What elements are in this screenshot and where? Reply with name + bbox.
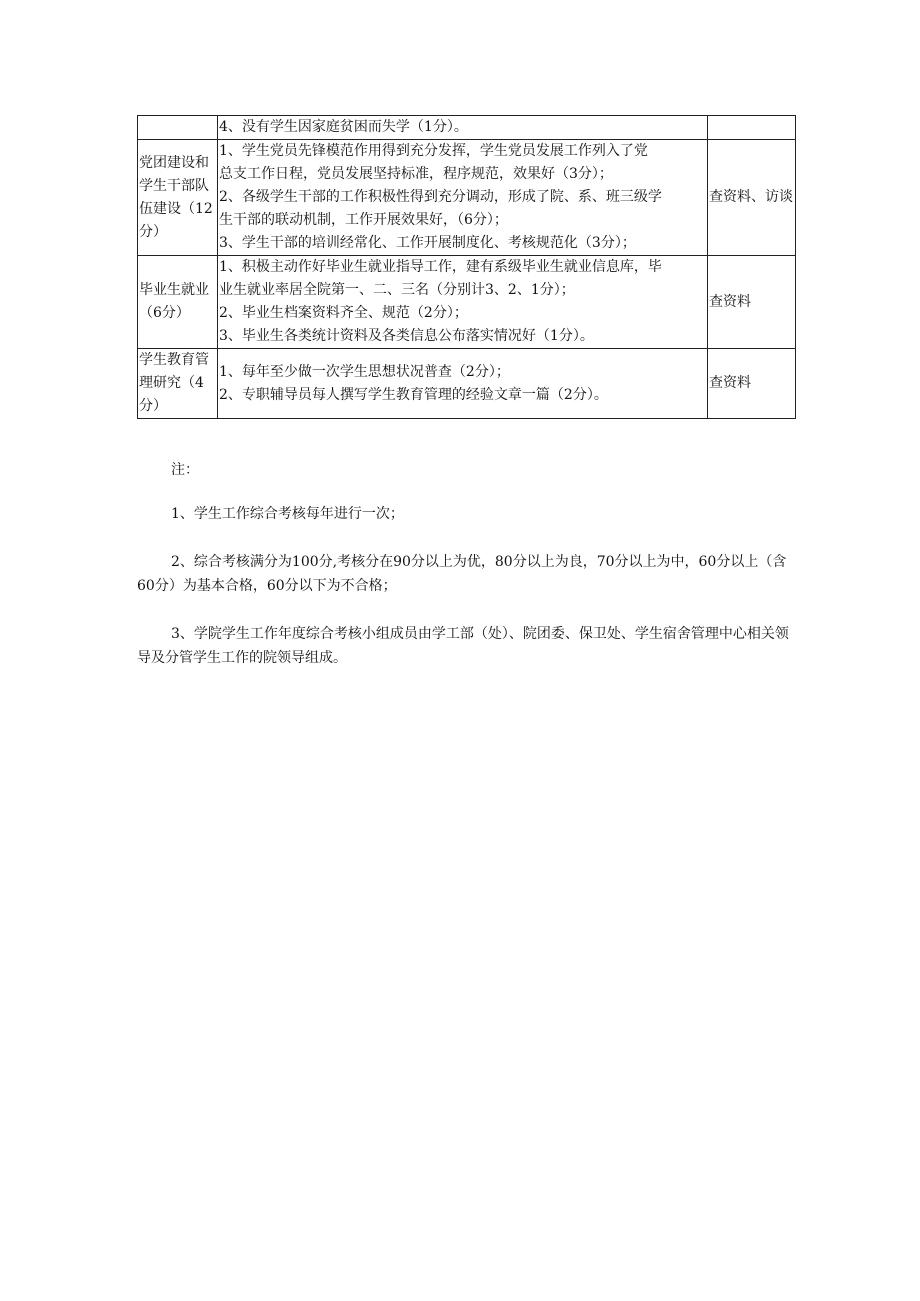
criteria-line: 总支工作日程，党员发展坚持标准，程序规范，效果好（3分）； bbox=[219, 166, 613, 182]
criteria-line: 3、毕业生各类统计资料及各类信息公布落实情况好（1分）。 bbox=[219, 328, 594, 344]
method-cell: 查资料、访谈 bbox=[708, 140, 796, 256]
table-row bbox=[138, 256, 796, 349]
assessment-table bbox=[137, 115, 796, 419]
table-row bbox=[138, 116, 796, 140]
note-item: 1、学生工作综合考核每年进行一次； bbox=[171, 506, 404, 522]
table-row bbox=[138, 140, 796, 256]
criteria-line: 2、专职辅导员每人撰写学生教育管理的经验文章一篇（2分）。 bbox=[219, 386, 608, 403]
criteria-line: 3、学生干部的培训经常化、工作开展制度化、考核规范化（3分）； bbox=[219, 235, 636, 251]
criteria-cell bbox=[218, 349, 708, 419]
criteria-line: 2、各级学生干部的工作积极性得到充分调动，形成了院、系、班三级学 bbox=[219, 189, 662, 205]
category-cell: 党团建设和学生干部队伍建设（12分） bbox=[138, 140, 218, 256]
criteria-cell bbox=[218, 116, 708, 140]
criteria-line: 1、每年至少做一次学生思想状况普查（2分）； bbox=[219, 363, 510, 380]
criteria-line: 1、积极主动作好毕业生就业指导工作，建有系级毕业生就业信息库，毕 bbox=[219, 259, 662, 275]
criteria-cell bbox=[218, 256, 708, 349]
method-cell bbox=[708, 116, 796, 140]
method-cell: 查资料 bbox=[708, 349, 796, 419]
category-cell: 学生教育管理研究（4分） bbox=[138, 349, 218, 419]
criteria-line: 2、毕业生档案资料齐全、规范（2分）； bbox=[219, 305, 468, 321]
criteria-line: 生干部的联动机制，工作开展效果好，（6分）； bbox=[219, 212, 508, 228]
criteria-cell bbox=[218, 140, 708, 256]
notes-heading: 注： bbox=[171, 462, 199, 478]
note-item: 2、综合考核满分为100分,考核分在90分以上为优，80分以上为良，70分以上为中，60分以上（含60分）为基本合格，60分以下为不合格； bbox=[137, 554, 787, 594]
criteria-line: 1、学生党员先锋模范作用得到充分发挥，学生党员发展工作列入了党 bbox=[219, 143, 648, 159]
method-cell: 查资料 bbox=[708, 256, 796, 349]
category-cell bbox=[138, 116, 218, 140]
table-row bbox=[138, 349, 796, 419]
category-cell: 毕业生就业（6分） bbox=[138, 256, 218, 349]
note-item: 3、学院学生工作年度综合考核小组成员由学工部（处）、院团委、保卫处、学生宿舍管理中心相关领导及分管学生工作的院领导组成。 bbox=[137, 626, 789, 666]
notes-section bbox=[137, 458, 797, 694]
criteria-line: 业生就业率居全院第一、二、三名（分别计3、2、1分）； bbox=[219, 282, 575, 298]
criteria-line: 4、没有学生因家庭贫困而失学（1分）。 bbox=[219, 119, 468, 135]
